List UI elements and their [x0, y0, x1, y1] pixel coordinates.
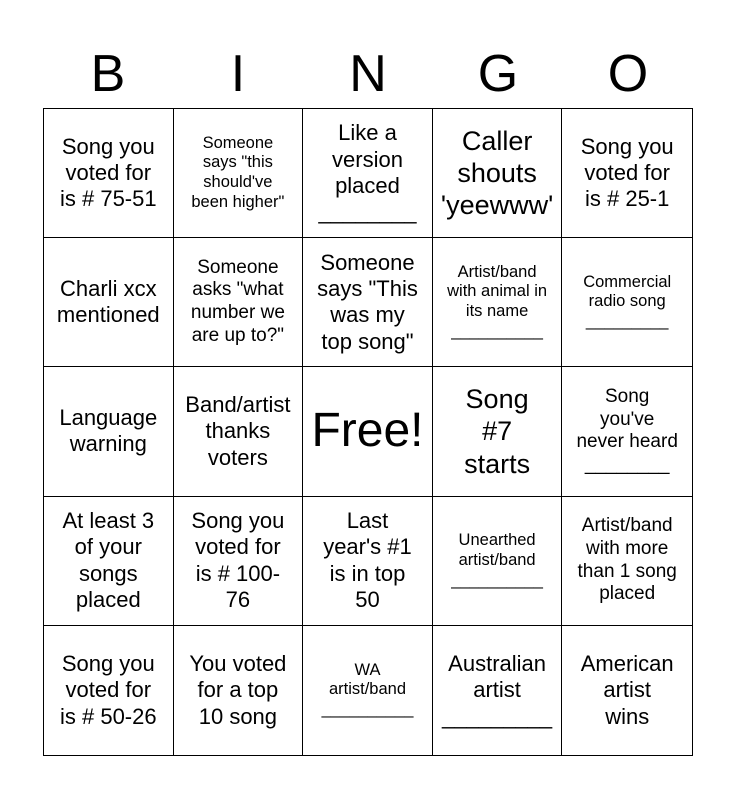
header-letter-g: G — [477, 45, 519, 103]
bingo-cell[interactable] — [44, 238, 174, 367]
cell-text: Language warning — [59, 405, 158, 457]
cell-text: Caller shouts 'yeewww' — [440, 125, 554, 221]
cell-text: WA artist/band __________ — [321, 660, 414, 719]
cell-text: Someone says "this should've been higher" — [191, 133, 285, 211]
header-letter-o: O — [607, 45, 649, 103]
cell-text: Song you voted for is # 25-1 — [580, 133, 674, 212]
bingo-cell[interactable] — [174, 626, 304, 755]
bingo-cell[interactable] — [562, 238, 692, 367]
cell-text: Australian artist _________ — [442, 650, 553, 729]
bingo-cell[interactable] — [44, 626, 174, 755]
bingo-cell[interactable] — [562, 497, 692, 626]
cell-text: Commercial radio song _________ — [583, 272, 672, 331]
cell-text: You voted for a top 10 song — [189, 650, 287, 729]
bingo-header — [43, 40, 693, 108]
cell-text: Song you voted for is # 50-26 — [59, 650, 157, 729]
bingo-cell[interactable] — [433, 238, 563, 367]
cell-text: Charli xcx mentioned — [56, 275, 160, 328]
cell-text: Song #7 starts — [464, 383, 531, 479]
bingo-cell[interactable] — [174, 109, 304, 238]
free-space-text: Free! — [311, 404, 424, 458]
bingo-cell[interactable] — [44, 497, 174, 626]
header-letter-i: I — [230, 45, 246, 103]
cell-text: Song you voted for is # 75-51 — [59, 133, 157, 212]
bingo-cell[interactable] — [174, 497, 304, 626]
bingo-cell[interactable] — [562, 626, 692, 755]
bingo-cell[interactable] — [562, 367, 692, 496]
bingo-cell[interactable] — [433, 497, 563, 626]
bingo-grid — [43, 108, 693, 756]
bingo-cell[interactable] — [174, 238, 304, 367]
cell-text: Band/artist thanks voters — [185, 391, 291, 470]
bingo-cell[interactable] — [44, 109, 174, 238]
bingo-cell[interactable] — [433, 109, 563, 238]
bingo-cell[interactable] — [44, 367, 174, 496]
cell-text: Artist/band with animal in its name __________ — [447, 262, 548, 341]
bingo-cell[interactable] — [303, 238, 433, 367]
cell-text: Artist/band with more than 1 song placed — [577, 515, 677, 605]
bingo-cell[interactable] — [303, 109, 433, 238]
bingo-cell[interactable] — [433, 626, 563, 755]
cell-text: Song you've never heard ________ — [576, 385, 678, 476]
cell-text: Someone asks "what number we are up to?" — [190, 256, 285, 347]
bingo-cell[interactable] — [433, 367, 563, 496]
header-letter-n: N — [349, 45, 387, 103]
cell-text: Like a version placed ________ — [318, 120, 417, 225]
cell-text: American artist wins — [580, 650, 674, 729]
free-space-cell[interactable] — [303, 367, 433, 496]
cell-text: At least 3 of your songs placed — [62, 507, 155, 613]
cell-text: Song you voted for is # 100- 76 — [191, 507, 285, 613]
bingo-cell[interactable] — [174, 367, 304, 496]
bingo-cell[interactable] — [303, 626, 433, 755]
cell-text: Last year's #1 is in top 50 — [323, 507, 412, 613]
cell-text: Unearthed artist/band __________ — [451, 531, 543, 589]
cell-text: Someone says "This was my top song" — [317, 249, 418, 354]
bingo-cell[interactable] — [303, 497, 433, 626]
bingo-cell[interactable] — [562, 109, 692, 238]
header-letter-b: B — [90, 45, 126, 103]
